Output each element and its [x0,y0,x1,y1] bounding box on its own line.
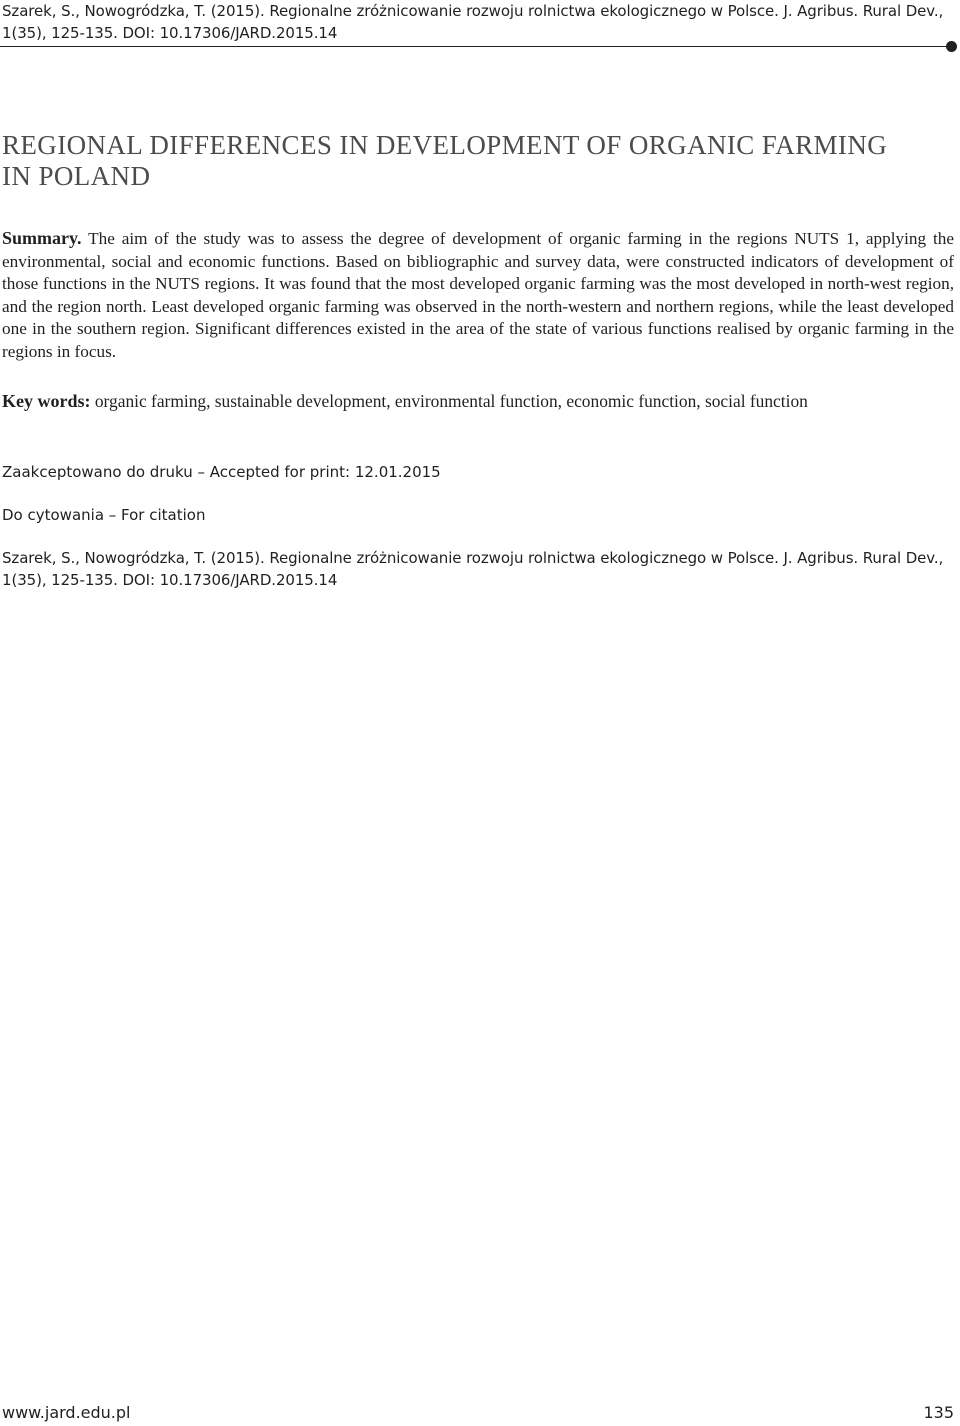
header-divider-dot [946,41,957,52]
keywords-label: Key words: [2,391,91,411]
accepted-date: Zaakceptowano do druku – Accepted for print: 12.01.2015 [2,463,441,481]
summary-label: Summary. [2,228,82,248]
citation-heading: Do cytowania – For citation [2,506,206,524]
page-number: 135 [923,1403,954,1422]
footer-url[interactable]: www.jard.edu.pl [2,1403,131,1422]
summary-text: The aim of the study was to assess the degree of development of organic farming in the regions NUTS 1, applying the environmental, social and economic functions. Based on bibliographic and survey data, were constructed indicators of development of those functions in the NUTS regions. It was found that the most developed organic farming was the most developed in north-west region, and the region north. Least developed organic farming was observed in the north-western and northern regions, while the least developed one in the southern region. Significant differences existed in the area of the state of various functions realised by organic farming in the regions in focus. [2,229,954,361]
citation-text: Szarek, S., Nowogródzka, T. (2015). Regionalne zróżnicowanie rozwoju rolnictwa ekologicznego w Polsce. J. Agribus. Rural Dev., 1(35), 125-135. DOI: 10.17306/JARD.2015.14 [2,549,944,589]
keywords-paragraph [2,389,954,413]
keywords-text: organic farming, sustainable development, environmental function, economic function, social function [94,391,808,411]
header-citation: Szarek, S., Nowogródzka, T. (2015). Regionalne zróżnicowanie rozwoju rolnictwa ekologicznego w Polsce. J. Agribus. Rural Dev., 1(35), 125-135. DOI: 10.17306/JARD.2015.14 [2,2,944,42]
summary-paragraph [2,227,954,364]
header-divider [0,46,948,47]
article-title: REGIONAL DIFFERENCES IN DEVELOPMENT OF ORGANIC FARMING IN POLAND [2,130,888,191]
